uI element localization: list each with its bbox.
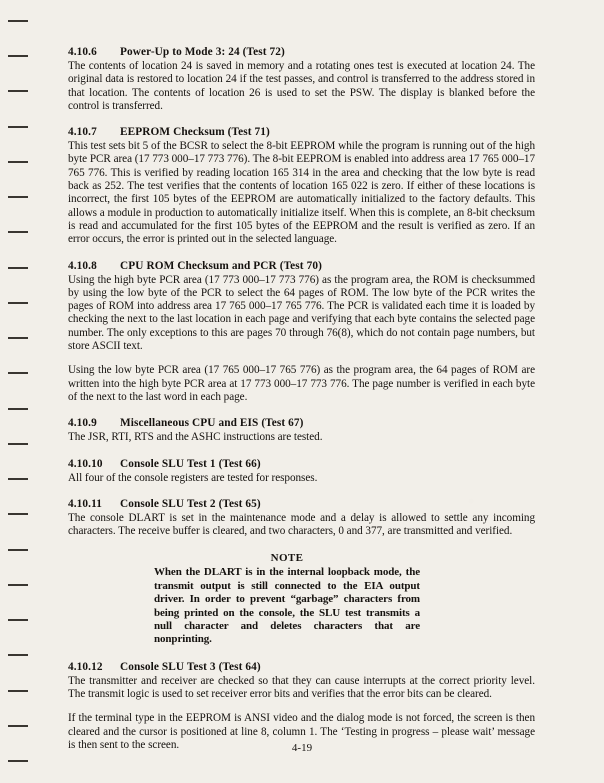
- margin-tick: [8, 161, 28, 163]
- section-heading: [68, 661, 535, 673]
- margin-tick: [8, 690, 28, 692]
- margin-tick: [8, 372, 28, 374]
- margin-tick: [8, 196, 28, 198]
- section-heading: [68, 417, 535, 429]
- section-heading: [68, 126, 535, 138]
- section-4-10-9: [68, 417, 535, 444]
- margin-tick: [8, 55, 28, 57]
- section-paragraph: All four of the console registers are tested for responses.: [68, 471, 318, 484]
- margin-tick: [8, 513, 28, 515]
- section-4-10-8: [68, 260, 535, 405]
- section-title: Console SLU Test 1 (Test 66): [120, 457, 261, 470]
- margin-tick: [8, 337, 28, 339]
- margin-tick: [8, 584, 28, 586]
- margin-tick: [8, 654, 28, 656]
- margin-tick: [8, 302, 28, 304]
- section-4-10-6: [68, 46, 535, 113]
- note-heading: NOTE: [270, 552, 304, 565]
- margin-tick: [8, 619, 28, 621]
- section-paragraph: Using the low byte PCR area (17 765 000–17 765 776) as the program area, the 64 pages of ROM are written into the high byte PCR area at 17 773 000–17 773 776. The page number is verified in each byte of the next to the last word in each page.: [68, 364, 535, 403]
- section-number: 4.10.10: [68, 457, 103, 470]
- section-4-10-12: [68, 661, 535, 752]
- section-title: Power-Up to Mode 3: 24 (Test 72): [120, 46, 285, 58]
- section-number: 4.10.12: [68, 660, 103, 673]
- paragraph-spacer: [68, 701, 535, 712]
- margin-tick: [8, 760, 28, 762]
- section-heading: [68, 260, 535, 272]
- margin-tick: [8, 20, 28, 22]
- margin-tick: [8, 549, 28, 551]
- page-number: 4-19: [291, 742, 313, 754]
- section-4-10-10: [68, 458, 535, 485]
- section-paragraph: This test sets bit 5 of the BCSR to select the 8-bit EEPROM while the program is running out of the high byte PCR area (17 773 000–17 773 776). The 8-bit EEPROM is enabled into address area 17 765 000–17 765 776. This is verified by reading location 165 314 in the area and checking that the low byte is read back as 252. The test verifies that the contents of location 165 022 is zero. If either of these locations is incorrect, the first 105 bytes of the EEPROM are automatically initialized to the factory defaults. This allows a module in production to automatically initialize itself. When this is complete, an 8-bit checksum is read and accumulated for the first 105 bytes of the EEPROM and the result is verified as zero. If an error occurs, the error is printed out in the selected language.: [68, 140, 535, 246]
- section-number: 4.10.6: [68, 46, 97, 58]
- margin-tick: [8, 126, 28, 128]
- section-number: 4.10.9: [68, 417, 97, 430]
- margin-tick: [8, 725, 28, 727]
- margin-tick: [8, 443, 28, 445]
- section-title: Miscellaneous CPU and EIS (Test 67): [120, 417, 304, 430]
- page-footer: [0, 742, 604, 754]
- margin-tick: [8, 231, 28, 233]
- paragraph-spacer: [68, 353, 535, 364]
- section-heading: [68, 46, 535, 58]
- section-number: 4.10.7: [68, 126, 97, 139]
- section-heading: [68, 458, 535, 470]
- page-content: [68, 46, 535, 765]
- section-4-10-7: [68, 126, 535, 246]
- section-paragraph: Using the high byte PCR area (17 773 000–17 773 776) as the program area, the ROM is checksummed by using the low byte of the PCR to select the 64 pages of ROM. The low byte of the PCR writes the pages of ROM into address area 17 765 000–17 765 776. The PCR is validated each time it is loaded by checking the next to the last location in each page and verifying that each byte contains the selected page number. The only exceptions to this are pages 70 through 76(8), which do not contain page numbers, but store ASCII text.: [68, 273, 535, 353]
- section-heading: [68, 498, 535, 510]
- section-title: EEPROM Checksum (Test 71): [120, 126, 270, 139]
- section-paragraph: If the terminal type in the EEPROM is ANSI video and the dialog mode is not forced, the screen is then cleared and the cursor is positioned at line 8, column 1. The ‘Testing in progress – please wait’ message is then sent to the screen.: [68, 712, 535, 752]
- section-paragraph: The console DLART is set in the maintenance mode and a delay is allowed to settle any incoming characters. The receive buffer is cleared, and two characters, 0 and 377, are transmitted and verified.: [68, 511, 535, 538]
- section-paragraph: The contents of location 24 is saved in memory and a rotating ones test is executed at location 24. The original data is restored to location 24 if the test passes, and control is transferred to the address stored in that location. The contents of location 26 is used to set the PSW. The display is blanked before the control is transferred.: [68, 60, 535, 112]
- margin-tick-marks: [8, 0, 38, 783]
- note-text: When the DLART is in the internal loopback mode, the transmit output is still connected to the EIA output driver. In order to prevent “garbage” characters from being printed on the console, the SLU test transmits a null character and deletes characters that are nonprinting.: [154, 566, 420, 646]
- margin-tick: [8, 408, 28, 410]
- note-callout: [68, 552, 484, 646]
- section-number: 4.10.11: [68, 497, 102, 510]
- section-4-10-11: [68, 498, 535, 539]
- section-paragraph: The JSR, RTI, RTS and the ASHC instructions are tested.: [68, 431, 323, 444]
- section-title: CPU ROM Checksum and PCR (Test 70): [120, 259, 322, 272]
- section-paragraph: The transmitter and receiver are checked so that they can cause interrupts at the correct priority level. The transmit logic is used to set receiver error bits and verifies that the error bits can be cleared.: [68, 674, 535, 701]
- margin-tick: [8, 478, 28, 480]
- margin-tick: [8, 90, 28, 92]
- margin-tick: [8, 267, 28, 269]
- section-title: Console SLU Test 3 (Test 64): [120, 660, 261, 673]
- section-number: 4.10.8: [68, 259, 97, 272]
- section-title: Console SLU Test 2 (Test 65): [120, 497, 261, 510]
